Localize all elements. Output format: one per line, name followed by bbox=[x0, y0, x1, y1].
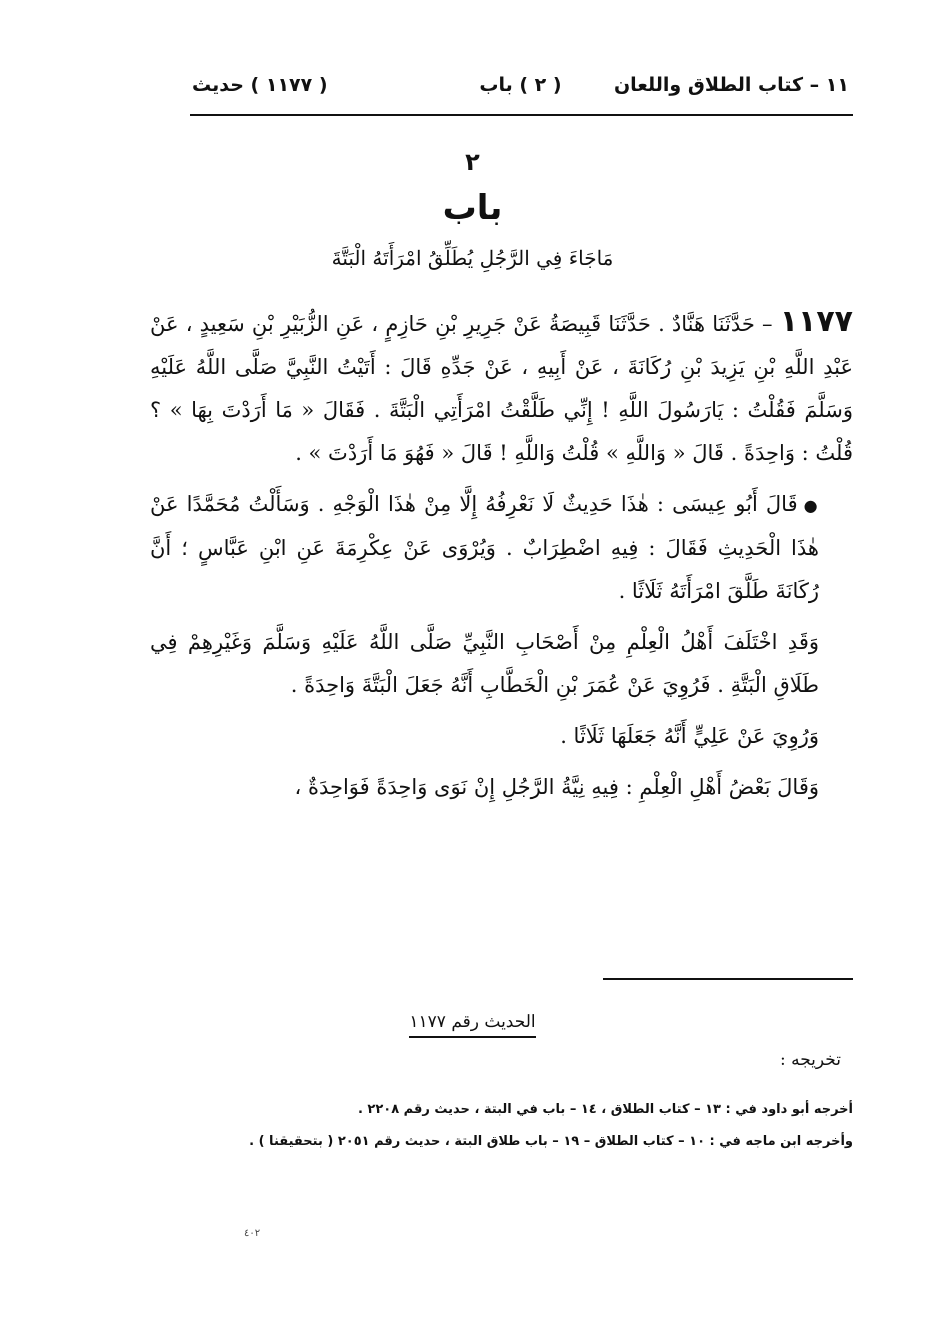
chapter-heading: باب bbox=[442, 188, 503, 228]
hadith-paragraph bbox=[150, 300, 853, 475]
commentary-paragraph bbox=[150, 715, 853, 758]
footnote-title-text: الحديث رقم ١١٧٧ bbox=[409, 1012, 535, 1038]
header-hadith-number: ( ١١٧٧ ) حديث bbox=[192, 74, 328, 96]
commentary-paragraph bbox=[150, 766, 853, 809]
footnote-divider bbox=[603, 978, 853, 980]
hadith-number: ١١٧٧ bbox=[779, 304, 853, 339]
header-book-title: ١١ – كتاب الطلاق واللعان bbox=[613, 74, 849, 96]
commentary-text: وَقَالَ بَعْضُ أَهْلِ الْعِلْمِ : فِيهِ نِيَّةُ الرَّجُلِ إِنْ نَوَى وَاحِدَةً فَوَاحِدَةٌ ، bbox=[294, 775, 819, 799]
footnote-title bbox=[0, 1012, 945, 1032]
header-divider bbox=[190, 114, 853, 116]
footnote-body bbox=[188, 1094, 853, 1158]
commentary-paragraph bbox=[150, 621, 853, 707]
main-text bbox=[150, 300, 853, 817]
header-chapter: ( ٢ ) باب bbox=[479, 74, 562, 96]
bullet-icon: ● bbox=[803, 496, 819, 515]
commentary-paragraph bbox=[150, 483, 853, 613]
takhrij-label: تخريجه : bbox=[779, 1050, 841, 1070]
hadith-text: – حَدَّثَنَا هَنَّادٌ . حَدَّثَنَا قَبِيصَةُ عَنْ جَرِيرِ بْنِ حَازِمٍ ، عَنِ الزُّبَيْرِ بْنِ سَعِيدٍ ، عَنْ عَبْدِ اللَّهِ بْنِ يَزِيدَ بْنِ رُكَانَةَ ، عَنْ أَبِيهِ ، عَنْ جَدِّهِ قَالَ : أَتَيْتُ النَّبِيَّ صَلَّى اللَّهُ عَلَيْهِ وَسَلَّمَ فَقُلْتُ : يَارَسُولَ اللَّهِ ! إِنِّي طَلَّقْتُ امْرَأَتِي الْبَتَّةَ . فَقَالَ « مَا أَرَدْتَ بِهَا » ؟ قُلْتُ : وَاحِدَةً . قَالَ « وَاللَّهِ » قُلْتُ وَاللَّهِ ! قَالَ « فَهُوَ مَا أَرَدْتَ » . bbox=[150, 312, 853, 465]
commentary-text: وَقَدِ اخْتَلَفَ أَهْلُ الْعِلْمِ مِنْ أَصْحَابِ النَّبِيِّ صَلَّى اللَّهُ عَلَيْهِ وَسَلَّمَ وَغَيْرِهِمْ فِي طَلَاقِ الْبَتَّةِ . فَرُوِيَ عَنْ عُمَرَ بْنِ الْخَطَّابِ أَنَّهُ جَعَلَ الْبَتَّةَ وَاحِدَةً . bbox=[150, 630, 819, 697]
chapter-title: مَاجَاءَ فِي الرَّجُلِ يُطَلِّقُ امْرَأَتَهُ الْبَتَّةَ bbox=[331, 246, 614, 270]
running-header bbox=[192, 62, 849, 110]
chapter-number: ٢ bbox=[465, 148, 480, 176]
commentary-text: قَالَ أَبُو عِيسَى : هٰذَا حَدِيثٌ لَا نَعْرِفُهُ إِلَّا مِنْ هٰذَا الْوَجْهِ . وَسَأَلْتُ مُحَمَّدًا عَنْ هٰذَا الْحَدِيثِ فَقَالَ : فِيهِ اضْطِرَابٌ . وَيُرْوَى عَنْ عِكْرِمَةَ عَنِ ابْنِ عَبَّاسٍ ؛ أَنَّ رُكَانَةَ طَلَّقَ امْرَأَتَهُ ثَلَاثًا . bbox=[150, 492, 819, 603]
footnote-line: أخرجه أبو داود في : ١٣ – كتاب الطلاق ، ١٤ – باب في البتة ، حديث رقم ٢٢٠٨ . bbox=[357, 1102, 853, 1117]
footnote-line: وأخرجه ابن ماجه في : ١٠ – كتاب الطلاق – ١٩ – باب طلاق البتة ، حديث رقم ٢٠٥١ ( بتحقيقنا ) . bbox=[249, 1134, 853, 1149]
page-code: ٤٠٢ bbox=[244, 1228, 261, 1239]
commentary-text: وَرُوِيَ عَنْ عَلِيٍّ أَنَّهُ جَعَلَهَا ثَلَاثًا . bbox=[560, 724, 819, 748]
